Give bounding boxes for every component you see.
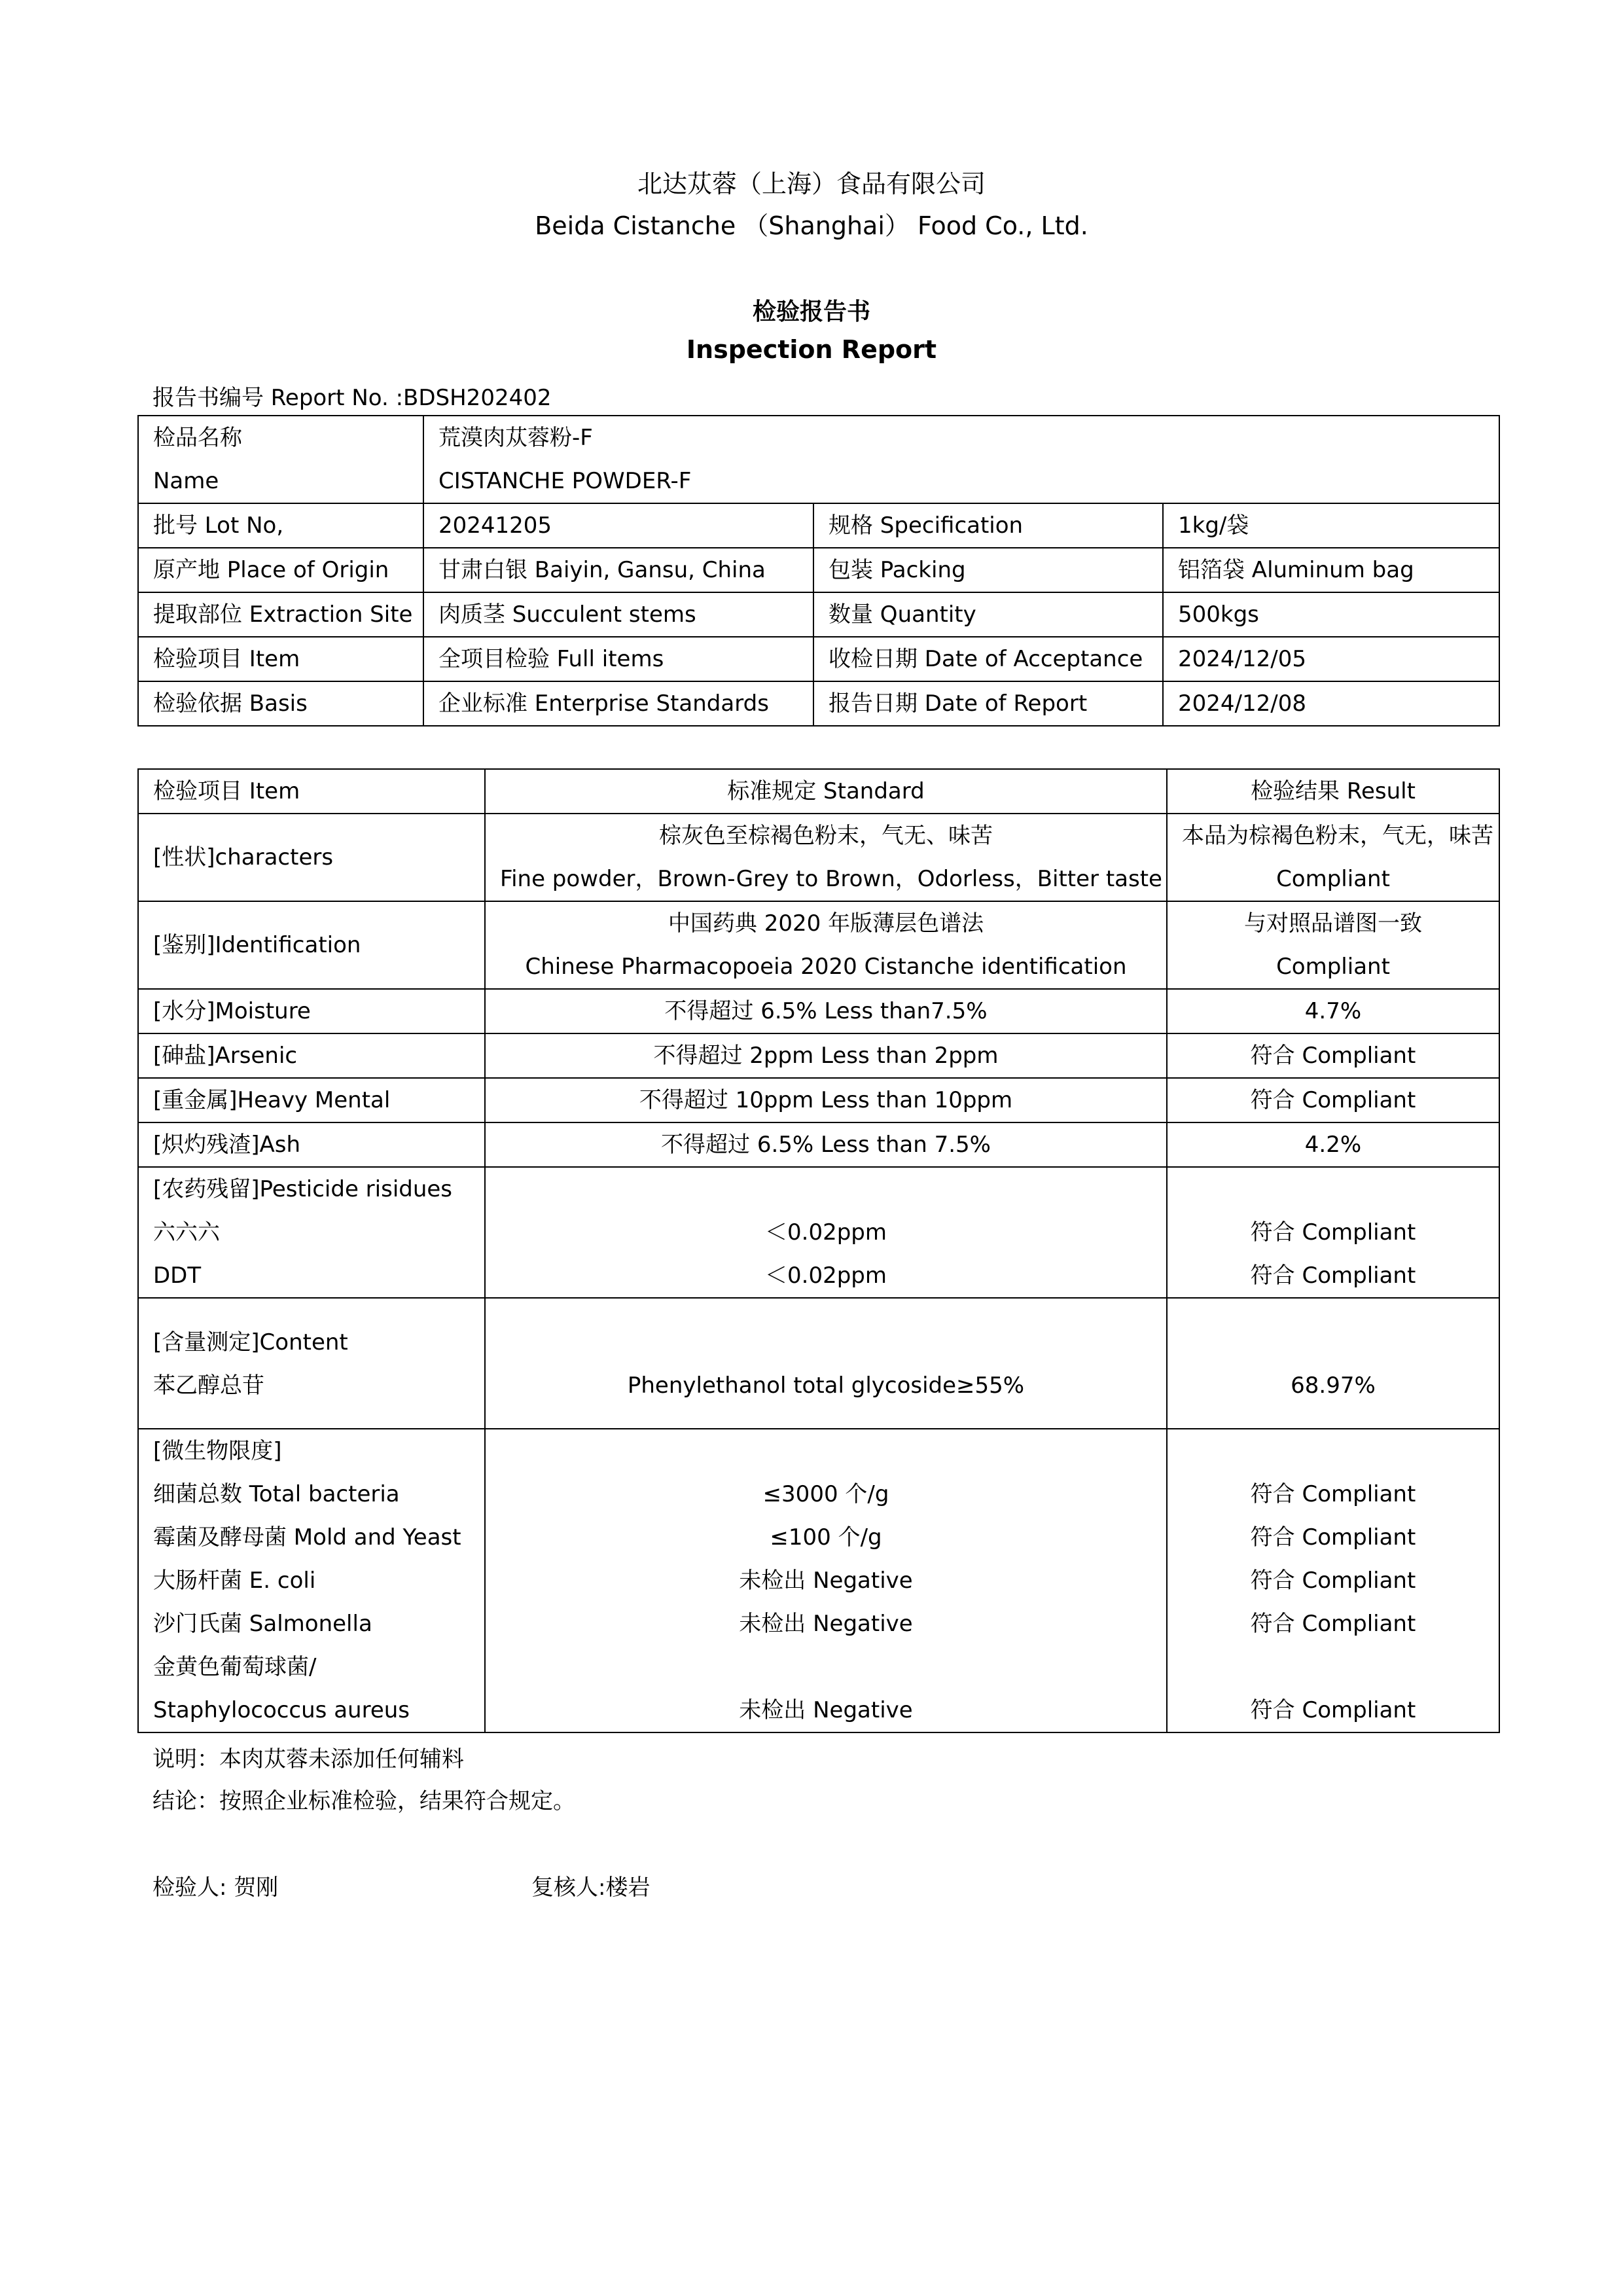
info-row: [138, 681, 1499, 726]
info-label: 报告日期 Date of Report: [813, 681, 1163, 726]
results-header-row: [138, 769, 1499, 814]
info-row: [138, 592, 1499, 637]
conclusion: 结论：按照企业标准检验，结果符合规定。: [152, 1788, 575, 1814]
info-value: 2024/12/05: [1163, 637, 1499, 681]
result-standard: ＜0.02ppm ＜0.02ppm: [485, 1167, 1167, 1298]
info-label: 检验项目 Item: [138, 637, 423, 681]
result-row-identification: [138, 901, 1499, 989]
info-label: 原产地 Place of Origin: [138, 548, 423, 592]
info-value: 1kg/袋: [1163, 503, 1499, 548]
result-value: 4.7%: [1167, 989, 1499, 1033]
info-label: 数量 Quantity: [813, 592, 1163, 637]
report-title-cn: 检验报告书: [752, 298, 870, 325]
company-name-en: Beida Cistanche （Shanghai） Food Co., Ltd.: [535, 211, 1088, 240]
result-value: 符合 Compliant 符合 Compliant 符合 Compliant 符合 Compliant 符合 Compliant: [1167, 1429, 1499, 1732]
info-label: 提取部位 Extraction Site: [138, 592, 423, 637]
column-header-item: 检验项目 Item: [138, 769, 485, 814]
info-row: [138, 503, 1499, 548]
info-label: 规格 Specification: [813, 503, 1163, 548]
reviewer-signature: 复核人:楼岩: [531, 1874, 651, 1901]
info-value: 肉质茎 Succulent stems: [423, 592, 813, 637]
results-table: [137, 768, 1500, 1733]
info-value: 企业标准 Enterprise Standards: [423, 681, 813, 726]
result-value: 68.97%: [1167, 1298, 1499, 1429]
result-standard: 棕灰色至棕褐色粉末，气无、味苦 Fine powder，Brown-Grey to Brown，Odorless，Bitter taste: [485, 814, 1167, 901]
result-row-ash: [138, 1122, 1499, 1167]
column-header-standard: 标准规定 Standard: [485, 769, 1167, 814]
info-label: 收检日期 Date of Acceptance: [813, 637, 1163, 681]
report-title-en: Inspection Report: [686, 335, 937, 364]
info-label: 检验依据 Basis: [138, 681, 423, 726]
result-value: 符合 Compliant: [1167, 1033, 1499, 1078]
info-value: 全项目检验 Full items: [423, 637, 813, 681]
info-value: 铝箔袋 Aluminum bag: [1163, 548, 1499, 592]
result-standard: 中国药典 2020 年版薄层色谱法 Chinese Pharmacopoeia 2020 Cistanche identification: [485, 901, 1167, 989]
result-standard: Phenylethanol total glycoside≥55%: [485, 1298, 1167, 1429]
info-row-name: [138, 416, 1499, 503]
info-row: [138, 637, 1499, 681]
company-name-cn: 北达苁蓉（上海）食品有限公司: [637, 170, 986, 198]
result-item: [炽灼残渣]Ash: [138, 1122, 485, 1167]
result-standard: 不得超过 6.5% Less than 7.5%: [485, 1122, 1167, 1167]
info-row: [138, 548, 1499, 592]
info-value-name: 荒漠肉苁蓉粉-F CISTANCHE POWDER-F: [423, 416, 1499, 503]
result-item: [砷盐]Arsenic: [138, 1033, 485, 1078]
result-item: [农药残留]Pesticide risidues 六六六 DDT: [138, 1167, 485, 1298]
result-item: [鉴别]Identification: [138, 901, 485, 989]
report-number: 报告书编号 Report No. :BDSH202402: [152, 385, 552, 411]
result-item: [性状]characters: [138, 814, 485, 901]
footnote: 说明：本肉苁蓉未添加任何辅料: [152, 1746, 464, 1772]
result-item: [含量测定]Content 苯乙醇总苷: [138, 1298, 485, 1429]
result-item: [微生物限度] 细菌总数 Total bacteria 霉菌及酵母菌 Mold and Yeast 大肠杆菌 E. coli 沙门氏菌 Salmonella 金黄色葡萄球菌/ Staphylococcus aureus: [138, 1429, 485, 1732]
result-value: 符合 Compliant: [1167, 1078, 1499, 1122]
result-item: [重金属]Heavy Mental: [138, 1078, 485, 1122]
result-standard: ≤3000 个/g ≤100 个/g 未检出 Negative 未检出 Negative 未检出 Negative: [485, 1429, 1167, 1732]
result-value: 本品为棕褐色粉末，气无，味苦 Compliant: [1167, 814, 1499, 901]
result-value: 4.2%: [1167, 1122, 1499, 1167]
info-label: 包装 Packing: [813, 548, 1163, 592]
inspector-signature: 检验人: 贺刚: [152, 1874, 279, 1901]
result-row-moisture: [138, 989, 1499, 1033]
info-value: 20241205: [423, 503, 813, 548]
result-standard: 不得超过 2ppm Less than 2ppm: [485, 1033, 1167, 1078]
info-value: 500kgs: [1163, 592, 1499, 637]
info-value: 2024/12/08: [1163, 681, 1499, 726]
info-label: 批号 Lot No,: [138, 503, 423, 548]
product-info-table: [137, 415, 1500, 726]
result-row-characters: [138, 814, 1499, 901]
result-row-heavy-metal: [138, 1078, 1499, 1122]
info-label-name: 检品名称 Name: [138, 416, 423, 503]
result-row-pesticide: [138, 1167, 1499, 1298]
result-value: 与对照品谱图一致 Compliant: [1167, 901, 1499, 989]
result-value: 符合 Compliant 符合 Compliant: [1167, 1167, 1499, 1298]
result-row-arsenic: [138, 1033, 1499, 1078]
info-value: 甘肃白银 Baiyin, Gansu, China: [423, 548, 813, 592]
result-row-microbial: [138, 1429, 1499, 1732]
result-standard: 不得超过 10ppm Less than 10ppm: [485, 1078, 1167, 1122]
result-row-content: [138, 1298, 1499, 1429]
result-item: [水分]Moisture: [138, 989, 485, 1033]
result-standard: 不得超过 6.5% Less than7.5%: [485, 989, 1167, 1033]
column-header-result: 检验结果 Result: [1167, 769, 1499, 814]
